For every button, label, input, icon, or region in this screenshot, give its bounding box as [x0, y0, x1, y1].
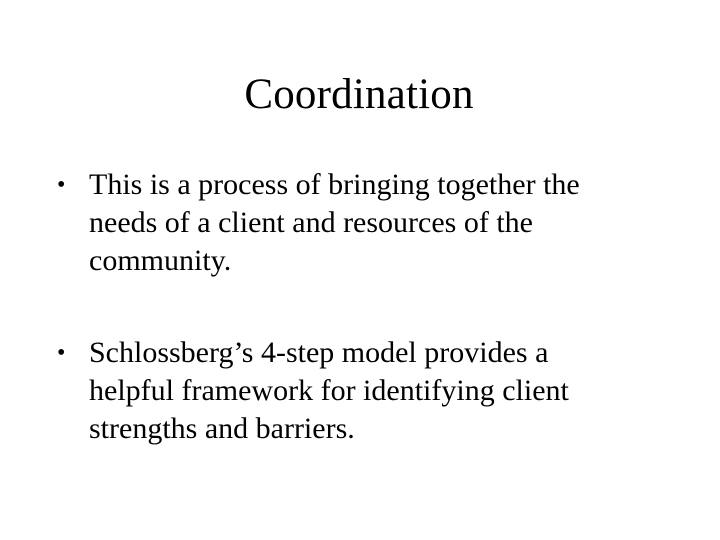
- slide-title: Coordination: [244, 71, 474, 118]
- bullet-dot-icon: •: [57, 172, 66, 198]
- bullet-line: Schlossberg’s 4-step model provides a: [89, 336, 549, 369]
- bullet-item: [57, 334, 697, 448]
- bullet-line: helpful framework for identifying client: [89, 374, 569, 407]
- bullet-line: community.: [89, 244, 232, 277]
- bullet-line: strengths and barriers.: [89, 412, 355, 445]
- bullet-item: [57, 166, 697, 280]
- bullet-line: This is a process of bringing together the: [89, 168, 580, 201]
- bullet-line: needs of a client and resources of the: [89, 206, 533, 239]
- bullet-list: [57, 166, 697, 448]
- bullet-dot-icon: •: [57, 340, 66, 366]
